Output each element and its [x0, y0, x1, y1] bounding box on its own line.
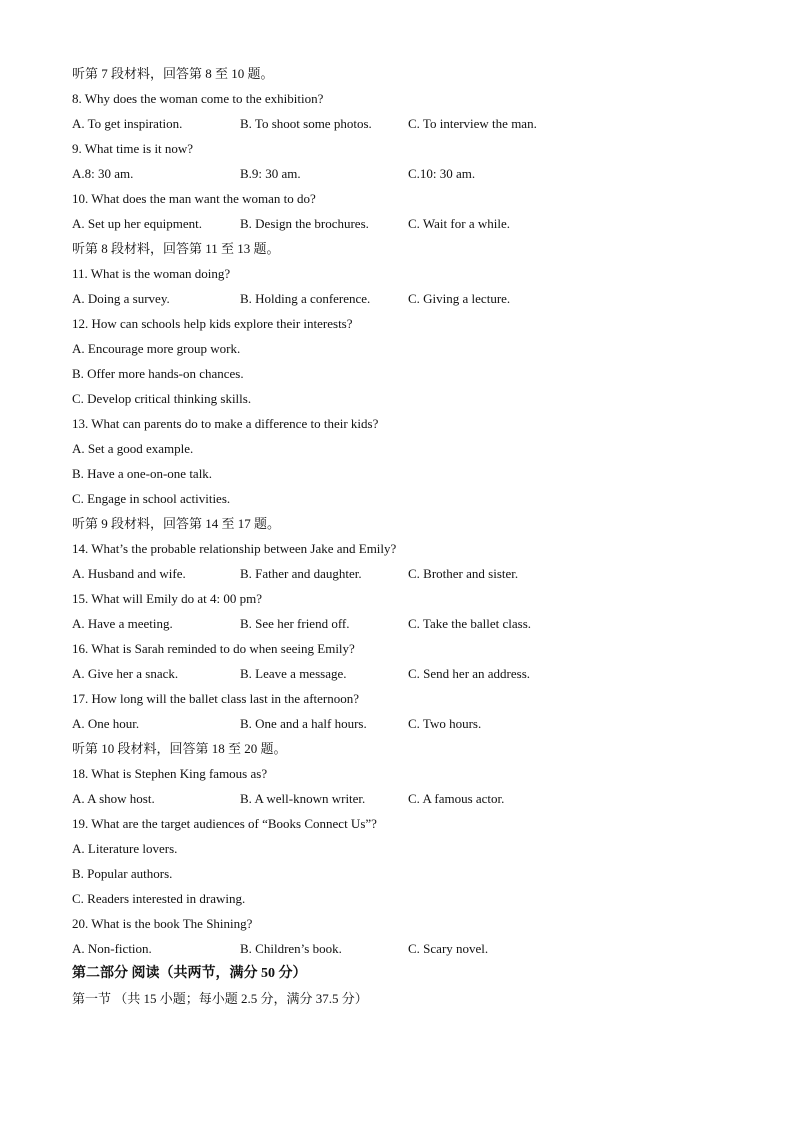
option-a: A. Doing a survey. — [72, 291, 170, 306]
option-c: C. Brother and sister. — [408, 566, 519, 581]
option-c: C. Giving a lecture. — [408, 291, 511, 306]
question-stem: 19. What are the target audiences of “Books Connect Us”? — [72, 816, 377, 831]
exam-page — [72, 61, 752, 1011]
option-a: A. Non-fiction. — [72, 941, 152, 956]
option-b: B. Father and daughter. — [240, 566, 362, 581]
option-c: C. Engage in school activities. — [72, 491, 231, 506]
option-row — [72, 286, 752, 311]
option-row — [72, 611, 752, 636]
option-b: B.9: 30 am. — [240, 166, 301, 181]
option-a: A. Literature lovers. — [72, 841, 178, 856]
group-heading: 听第 7 段材料，回答第 8 至 10 题。 — [72, 66, 274, 81]
option-row — [72, 786, 752, 811]
option-row — [72, 561, 752, 586]
option-b: B. See her friend off. — [240, 616, 350, 631]
option-b: B. Have a one-on-one talk. — [72, 466, 213, 481]
option-a: A. To get inspiration. — [72, 116, 183, 131]
option-c: C. Develop critical thinking skills. — [72, 391, 252, 406]
question-stem: 18. What is Stephen King famous as? — [72, 766, 268, 781]
option-c: C. Take the ballet class. — [408, 616, 532, 631]
question-stem: 12. How can schools help kids explore their interests? — [72, 316, 353, 331]
question-stem: 17. How long will the ballet class last in the afternoon? — [72, 691, 360, 706]
question-stem: 8. Why does the woman come to the exhibition? — [72, 91, 324, 106]
option-b: B. A well-known writer. — [240, 791, 366, 806]
option-row — [72, 211, 752, 236]
option-b: B. Design the brochures. — [240, 216, 369, 231]
option-a: A. Husband and wife. — [72, 566, 186, 581]
option-a: A. A show host. — [72, 791, 155, 806]
question-stem: 16. What is Sarah reminded to do when seeing Emily? — [72, 641, 355, 656]
option-c: C. A famous actor. — [408, 791, 505, 806]
option-a: A. Set up her equipment. — [72, 216, 202, 231]
option-c: C.10: 30 am. — [408, 166, 476, 181]
option-a: A. Have a meeting. — [72, 616, 173, 631]
question-stem: 9. What time is it now? — [72, 141, 194, 156]
option-b: B. Offer more hands-on chances. — [72, 366, 244, 381]
option-row — [72, 161, 752, 186]
group-heading: 听第 9 段材料，回答第 14 至 17 题。 — [72, 516, 281, 531]
option-row — [72, 661, 752, 686]
option-c: C. Readers interested in drawing. — [72, 891, 246, 906]
question-stem: 14. What’s the probable relationship between Jake and Emily? — [72, 541, 397, 556]
option-b: B. One and a half hours. — [240, 716, 367, 731]
question-stem: 10. What does the man want the woman to do? — [72, 191, 316, 206]
option-a: A. Encourage more group work. — [72, 341, 241, 356]
group-heading: 听第 8 段材料，回答第 11 至 13 题。 — [72, 241, 280, 256]
group-heading: 听第 10 段材料，回答第 18 至 20 题。 — [72, 741, 287, 756]
option-row — [72, 936, 752, 961]
option-b: B. Holding a conference. — [240, 291, 371, 306]
option-b: B. Children’s book. — [240, 941, 342, 956]
option-b: B. Leave a message. — [240, 666, 347, 681]
option-c: C. Wait for a while. — [408, 216, 510, 231]
section-one-title: 第一节 （共 15 小题；每小题 2.5 分，满分 37.5 分） — [72, 991, 368, 1006]
option-c: C. To interview the man. — [408, 116, 537, 131]
question-stem: 20. What is the book The Shining? — [72, 916, 253, 931]
question-stem: 15. What will Emily do at 4: 00 pm? — [72, 591, 263, 606]
option-a: A. One hour. — [72, 716, 140, 731]
part-two-title: 第二部分 阅读（共两节，满分 50 分） — [72, 966, 307, 981]
option-c: C. Scary novel. — [408, 941, 489, 956]
option-c: C. Two hours. — [408, 716, 482, 731]
question-stem: 13. What can parents do to make a difference to their kids? — [72, 416, 379, 431]
question-stem: 11. What is the woman doing? — [72, 266, 231, 281]
option-a: A. Set a good example. — [72, 441, 194, 456]
option-a: A. Give her a snack. — [72, 666, 179, 681]
option-row — [72, 111, 752, 136]
option-c: C. Send her an address. — [408, 666, 531, 681]
option-row — [72, 711, 752, 736]
option-b: B. To shoot some photos. — [240, 116, 372, 131]
option-b: B. Popular authors. — [72, 866, 173, 881]
option-a: A.8: 30 am. — [72, 166, 134, 181]
